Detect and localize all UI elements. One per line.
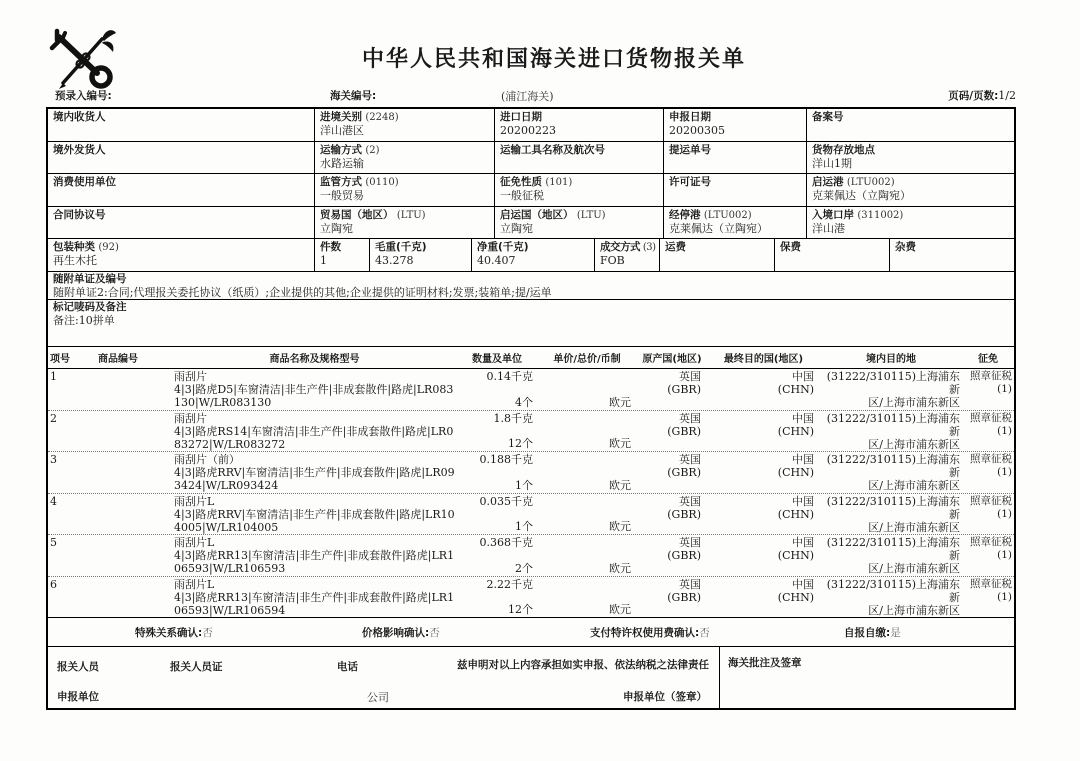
item-dest-country: 中国 (CHN) bbox=[777, 411, 814, 438]
page-indicator: 页码/页数:1/2 bbox=[948, 89, 1016, 102]
table-row bbox=[48, 452, 1014, 494]
special-relation-confirm: 特殊关系确认:否 bbox=[135, 627, 213, 639]
self-declare-confirm: 自报自缴:是 bbox=[844, 627, 901, 639]
item-currency: 欧元 bbox=[609, 561, 631, 575]
item-dest-country: 中国 (CHN) bbox=[777, 370, 814, 396]
field-consumer-unit: 消费使用单位 bbox=[48, 174, 315, 206]
table-row bbox=[48, 369, 1014, 411]
item-qty: 0.188千克 bbox=[479, 453, 533, 466]
field-bill-no: 提运单号 bbox=[664, 142, 807, 173]
field-transit-port: 经停港 (LTU002) 克莱佩达（立陶宛） bbox=[664, 207, 807, 238]
field-overseas-shipper: 境外发货人 bbox=[48, 142, 315, 173]
declarant-id-label: 报关人员证 bbox=[170, 661, 223, 673]
customs-office: (浦江海关) bbox=[501, 90, 554, 103]
item-unit: 4个 bbox=[515, 395, 533, 409]
table-row bbox=[48, 577, 1014, 619]
item-name-spec bbox=[172, 411, 457, 452]
form-row-3 bbox=[48, 174, 1014, 207]
customs-notes-label: 海关批注及签章 bbox=[728, 657, 802, 669]
item-no: 6 bbox=[50, 577, 57, 591]
item-origin-country: 英国 (GBR) bbox=[667, 577, 701, 604]
item-no: 3 bbox=[50, 453, 57, 466]
footer-section bbox=[48, 647, 1014, 708]
item-domestic-destination: (31222/310115)上海浦东新 区/上海市浦东新区 bbox=[826, 494, 960, 534]
table-row bbox=[48, 535, 1014, 577]
field-insurance: 保费 bbox=[775, 239, 890, 271]
field-declare-date: 申报日期 20200305 bbox=[664, 109, 807, 141]
item-name: 雨刮片 bbox=[174, 411, 207, 425]
item-no: 4 bbox=[50, 494, 57, 508]
item-currency: 欧元 bbox=[609, 395, 631, 409]
item-name-spec bbox=[172, 535, 457, 576]
item-unit: 12个 bbox=[508, 437, 533, 450]
meta-row bbox=[46, 88, 1016, 104]
col-commodity-code: 商品编号 bbox=[98, 354, 138, 365]
field-marks-remarks: 标记唛码及备注 备注:10拼单 bbox=[48, 300, 1014, 347]
signature-label: 申报单位（签章） bbox=[623, 691, 707, 703]
item-no: 5 bbox=[50, 536, 57, 549]
item-qty: 0.368千克 bbox=[479, 536, 533, 549]
item-levy-mode: 照章征税 (1) bbox=[970, 453, 1012, 478]
item-commodity-code bbox=[64, 369, 172, 410]
item-levy-mode: 照章征税 (1) bbox=[970, 370, 1012, 395]
field-contract-no: 合同协议号 bbox=[48, 207, 315, 238]
items-body bbox=[48, 369, 1014, 618]
item-unit: 1个 bbox=[515, 520, 533, 533]
item-name: 雨刮片（前） bbox=[174, 453, 240, 466]
item-levy-mode: 照章征税 (1) bbox=[970, 577, 1012, 603]
field-departure-country: 启运国（地区） (LTU) 立陶宛 bbox=[495, 207, 664, 238]
item-qty: 2.22千克 bbox=[486, 577, 533, 591]
customs-number-label: 海关编号: bbox=[330, 90, 377, 102]
col-price-currency: 单价/总价/币制 bbox=[553, 354, 621, 365]
form-row-weights bbox=[48, 239, 1014, 272]
item-levy-mode: 照章征税 (1) bbox=[970, 536, 1012, 561]
item-qty-unit bbox=[457, 535, 537, 576]
item-name: 雨刮片L bbox=[174, 536, 215, 549]
item-unit: 12个 bbox=[508, 603, 533, 616]
item-unit: 2个 bbox=[515, 561, 533, 575]
item-origin-country: 英国 (GBR) bbox=[667, 494, 701, 521]
item-qty: 1.8千克 bbox=[493, 411, 533, 425]
item-domestic-destination: (31222/310115)上海浦东新 区/上海市浦东新区 bbox=[826, 536, 960, 575]
form-row-4 bbox=[48, 207, 1014, 239]
item-name-spec bbox=[172, 494, 457, 535]
field-departure-port: 启运港 (LTU002) 克莱佩达（立陶宛） bbox=[812, 176, 911, 202]
item-qty-unit bbox=[457, 411, 537, 452]
col-levy-mode: 征免 bbox=[978, 354, 998, 365]
field-transaction-mode: 成交方式 (3) FOB bbox=[595, 239, 660, 271]
item-qty: 0.14千克 bbox=[486, 370, 533, 383]
field-gross-weight: 毛重(千克) 43.278 bbox=[370, 239, 472, 271]
field-net-weight: 净重(千克) 40.407 bbox=[472, 239, 595, 271]
item-spec: 4|3|路虎D5|车窗清洁|非生产件|非成套散件|路虎|LR083130|W/LR083130 bbox=[174, 383, 454, 409]
declarant-label: 报关人员 bbox=[57, 661, 99, 673]
table-row bbox=[48, 494, 1014, 536]
declaration-statement: 兹申明对以上内容承担如实申报、依法纳税之法律责任 bbox=[457, 659, 709, 671]
item-name: 雨刮片L bbox=[174, 577, 215, 591]
item-domestic-destination: (31222/310115)上海浦东新 区/上海市浦东新区 bbox=[826, 370, 960, 409]
item-spec: 4|3|路虎RR13|车窗清洁|非生产件|非成套散件|路虎|LR106593|W/LR106594 bbox=[174, 590, 455, 617]
item-spec: 4|3|路虎RR13|车窗清洁|非生产件|非成套散件|路虎|LR106593|W/LR106593 bbox=[174, 549, 455, 575]
col-name-spec: 商品名称及规格型号 bbox=[269, 354, 360, 365]
item-no: 2 bbox=[50, 411, 57, 425]
item-origin-country: 英国 (GBR) bbox=[667, 453, 701, 479]
item-currency: 欧元 bbox=[609, 437, 631, 450]
declaration-form bbox=[46, 107, 1016, 710]
item-levy-mode: 照章征税 (1) bbox=[970, 411, 1012, 437]
items-table-header bbox=[48, 347, 1014, 369]
item-commodity-code bbox=[64, 411, 172, 452]
field-trade-country: 贸易国（地区） (LTU) 立陶宛 bbox=[315, 207, 495, 238]
item-origin-country: 英国 (GBR) bbox=[667, 411, 701, 438]
item-dest-country: 中国 (CHN) bbox=[777, 577, 814, 604]
form-row-1 bbox=[48, 109, 1014, 142]
field-packing-type: 包装种类 (92) 再生木托 bbox=[48, 239, 315, 271]
item-name-spec bbox=[172, 577, 457, 618]
page-title: 中华人民共和国海关进口货物报关单 bbox=[361, 47, 746, 72]
field-supervision-mode: 监管方式 (0110) 一般贸易 bbox=[315, 174, 495, 206]
item-no: 1 bbox=[50, 370, 57, 383]
field-license-no: 许可证号 bbox=[664, 174, 807, 206]
item-name-spec bbox=[172, 452, 457, 493]
declarant-block bbox=[48, 647, 720, 708]
form-row-2 bbox=[48, 142, 1014, 174]
item-origin-country: 英国 (GBR) bbox=[667, 370, 701, 396]
item-currency: 欧元 bbox=[609, 520, 631, 533]
declare-unit-company: 公司 bbox=[367, 691, 389, 704]
field-freight: 运费 bbox=[660, 239, 775, 271]
field-levy-nature: 征免性质 (101) 一般征税 bbox=[495, 174, 664, 206]
field-record-no: 备案号 bbox=[812, 111, 844, 123]
item-name: 雨刮片L bbox=[174, 494, 215, 508]
table-row bbox=[48, 411, 1014, 453]
item-currency: 欧元 bbox=[609, 603, 631, 616]
item-origin-country: 英国 (GBR) bbox=[667, 536, 701, 562]
field-storage-place: 货物存放地点 洋山1期 bbox=[812, 144, 875, 170]
item-dest-country: 中国 (CHN) bbox=[777, 494, 814, 521]
field-entry-port: 入境口岸 (311002) 洋山港 bbox=[812, 209, 904, 235]
phone-label: 电话 bbox=[337, 661, 358, 673]
field-pieces: 件数 1 bbox=[315, 239, 370, 271]
item-unit: 1个 bbox=[515, 478, 533, 492]
royalty-fee-confirm: 支付特许权使用费确认:否 bbox=[590, 627, 710, 639]
col-domestic-destination: 境内目的地 bbox=[866, 354, 916, 365]
field-consignee: 境内收货人 bbox=[48, 109, 315, 141]
item-qty: 0.035千克 bbox=[479, 494, 533, 508]
field-misc-fees: 杂费 bbox=[895, 241, 916, 253]
item-spec: 4|3|路虎RS14|车窗清洁|非生产件|非成套散件|路虎|LR083272|W/LR083272 bbox=[174, 424, 454, 451]
item-levy-mode: 照章征税 (1) bbox=[970, 494, 1012, 520]
field-transport-tool: 运输工具名称及航次号 bbox=[495, 142, 664, 173]
item-commodity-code bbox=[64, 452, 172, 493]
item-dest-country: 中国 (CHN) bbox=[777, 453, 814, 479]
field-import-date: 进口日期 20200223 bbox=[495, 109, 664, 141]
col-item-no: 项号 bbox=[50, 354, 70, 365]
col-dest-country: 最终目的国(地区) bbox=[723, 354, 804, 365]
item-qty-unit bbox=[457, 452, 537, 493]
item-domestic-destination: (31222/310115)上海浦东新 区/上海市浦东新区 bbox=[826, 453, 960, 492]
pre-entry-number-label: 预录入编号: bbox=[55, 90, 112, 102]
item-qty-unit bbox=[457, 577, 537, 618]
item-spec: 4|3|路虎RRV|车窗清洁|非生产件|非成套散件|路虎|LR104005|W/LR104005 bbox=[174, 507, 455, 534]
col-origin-country: 原产国(地区) bbox=[642, 354, 702, 365]
item-currency: 欧元 bbox=[609, 478, 631, 492]
item-commodity-code bbox=[64, 577, 172, 618]
item-domestic-destination: (31222/310115)上海浦东新 区/上海市浦东新区 bbox=[826, 577, 960, 617]
item-commodity-code bbox=[64, 535, 172, 576]
item-dest-country: 中国 (CHN) bbox=[777, 536, 814, 562]
declare-unit-label: 申报单位 bbox=[57, 691, 99, 703]
field-documents: 随附单证及编号 随附单证2:合同;代理报关委托协议（纸质）;企业提供的其他;企业提供的证明材料;发票;装箱单;提/运单 bbox=[48, 272, 1014, 300]
price-impact-confirm: 价格影响确认:否 bbox=[362, 627, 440, 639]
item-qty-unit bbox=[457, 494, 537, 535]
customs-notes-block bbox=[720, 647, 1014, 708]
item-name: 雨刮片 bbox=[174, 370, 207, 383]
item-name-spec bbox=[172, 369, 457, 410]
item-commodity-code bbox=[64, 494, 172, 535]
item-spec: 4|3|路虎RRV|车窗清洁|非生产件|非成套散件|路虎|LR093424|W/LR093424 bbox=[174, 466, 455, 492]
item-domestic-destination: (31222/310115)上海浦东新 区/上海市浦东新区 bbox=[826, 411, 960, 451]
confirmation-row bbox=[48, 618, 1014, 647]
field-entry-customs: 进境关别 (2248) 洋山港区 bbox=[315, 109, 495, 141]
field-transport-mode: 运输方式 (2) 水路运输 bbox=[315, 142, 495, 173]
col-qty-unit: 数量及单位 bbox=[472, 354, 522, 365]
item-qty-unit bbox=[457, 369, 537, 410]
